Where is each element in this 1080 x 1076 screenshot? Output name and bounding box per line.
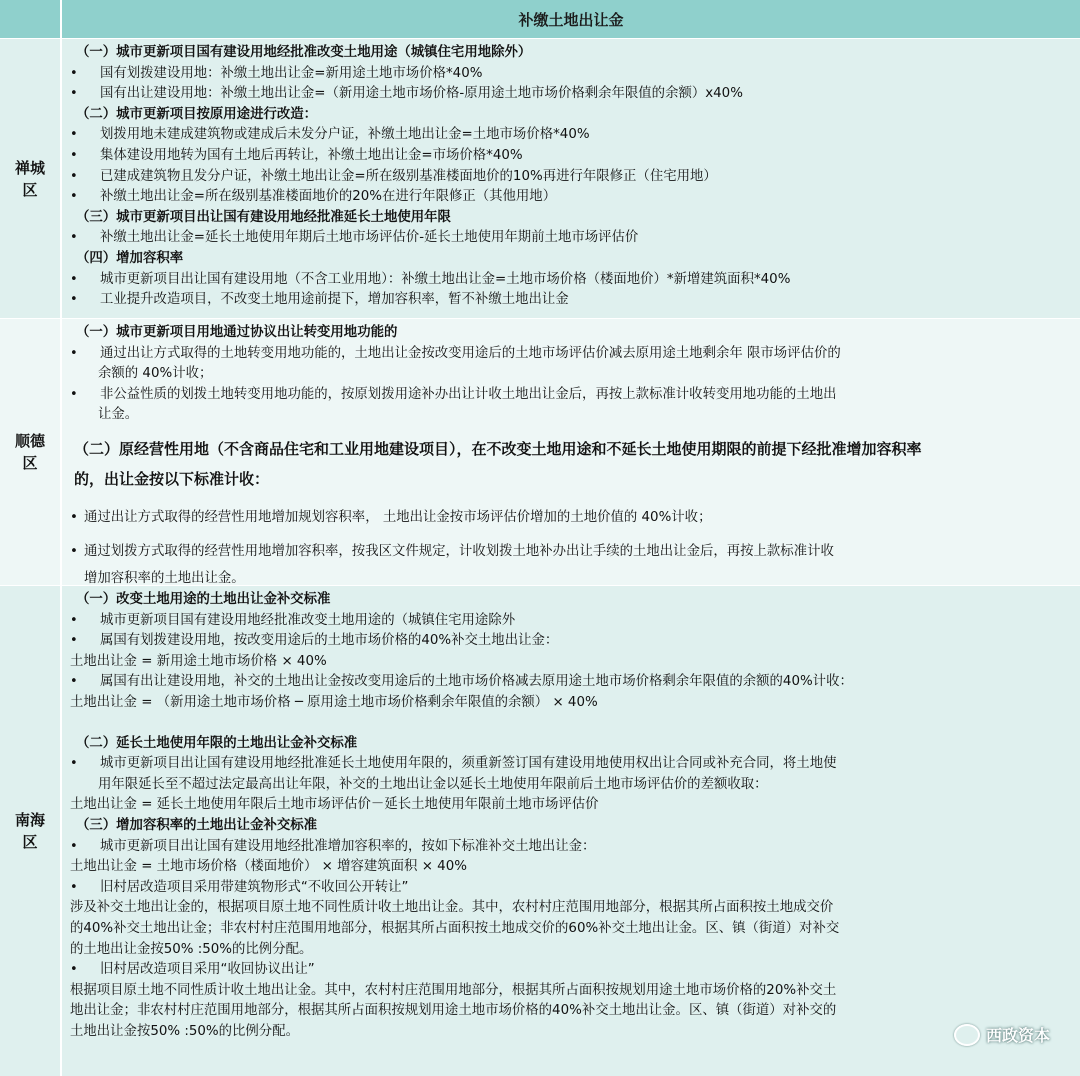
shunde-content bbox=[62, 319, 1080, 585]
bullet-item: • 工业提升改造项目，不改变土地用途前提下，增加容积率，暂不补缴土地出让金 bbox=[70, 290, 1070, 311]
watermark bbox=[954, 1023, 1050, 1046]
bullet-item: • 划拨用地未建成建筑物或建成后未发分户证，补缴土地出让金=土地市场价格*40% bbox=[70, 125, 1070, 146]
section-heading: （二）原经营性用地（不含商品住宅和工业用地建设项目），在不改变土地用途和不延长土地使用期限的前提下经批准增加容积率 bbox=[74, 439, 922, 458]
region-label-chancheng bbox=[0, 39, 62, 318]
bullet-item: • 城市更新项目出让国有建设用地经批准延长土地使用年限的，须重新签订国有建设用地使用权出让合同或补充合同，将土地使 bbox=[70, 754, 1070, 775]
bullet-continuation: 余额的 40%计收； bbox=[98, 366, 213, 382]
bullet-item: • 补缴土地出让金=延长土地使用年期后土地市场评估价-延长土地使用年期前土地市场评估价 bbox=[70, 228, 1070, 249]
formula-line: 土地出让金 = （新用途土地市场价格 ─ 原用途土地市场价格剩余年限值的余额） × 40% bbox=[70, 694, 598, 710]
formula-line: 的土地出让金按50% :50%的比例分配。 bbox=[70, 941, 313, 957]
bullet-item: • 集体建设用地转为国有土地后再转让，补缴土地出让金=市场价格*40% bbox=[70, 146, 1070, 167]
nanhai-content bbox=[62, 586, 1080, 1076]
bullet-item: • 非公益性质的划拨土地转变用地功能的，按原划拨用途补办出让计收土地出让金后，再按上款标准计收转变用地功能的土地出 bbox=[70, 385, 1070, 406]
formula-line: 土地出让金按50% :50%的比例分配。 bbox=[70, 1023, 299, 1039]
formula-line: 土地出让金 = 新用途土地市场价格 × 40% bbox=[70, 653, 327, 669]
formula-line: 地出让金；非农村村庄范围用地部分，根据其所占面积按规划用途土地市场价格的40%补交土地出让金。区、镇（街道）对补交的 bbox=[70, 1003, 837, 1019]
bullet-item: • 国有出让建设用地：补缴土地出让金=（新用途土地市场价格-原用途土地市场价格剩余年限值的余额）x40% bbox=[70, 84, 1070, 105]
formula-line: 的40%补交土地出让金；非农村村庄范围用地部分，根据其所占面积按土地成交价的60%补交土地出让金。区、镇（街道）对补交 bbox=[70, 920, 840, 936]
section-heading: （四）增加容积率 bbox=[76, 250, 184, 266]
bullet-item: • 通过划拨方式取得的经营性用地增加容积率，按我区文件规定，计收划拨土地补办出让手续的土地出让金后，再按上款标准计收 bbox=[70, 538, 1070, 566]
region-label-shunde bbox=[0, 319, 62, 585]
bullet-item: • 通过出让方式取得的经营性用地增加规划容积率， 土地出让金按市场评估价增加的土地价值的 40%计收； bbox=[70, 504, 1070, 532]
bullet-item: • 城市更新项目国有建设用地经批准改变土地用途的（城镇住宅用途除外 bbox=[70, 611, 1070, 632]
region-label-nanhai bbox=[0, 586, 62, 1076]
section-heading: （二）城市更新项目按原用途进行改造： bbox=[76, 106, 318, 122]
section-heading: （三）增加容积率的土地出让金补交标准 bbox=[76, 817, 318, 833]
section-heading: （一）城市更新项目国有建设用地经批准改变土地用途（城镇住宅用地除外） bbox=[76, 45, 532, 60]
nanhai-label-text: 南海 区 bbox=[14, 811, 45, 851]
bullet-item: • 已建成建筑物且发分户证，补缴土地出让金=所在级别基准楼面地价的10%再进行年限修正（住宅用地） bbox=[70, 167, 1070, 188]
row-chancheng bbox=[0, 39, 1080, 318]
bullet-item: • 旧村居改造项目采用“收回协议出让” bbox=[70, 960, 1070, 981]
wechat-icon bbox=[954, 1024, 980, 1046]
chancheng-label-text: 禅城 区 bbox=[14, 158, 45, 199]
formula-line: 土地出让金 = 延长土地使用年限后土地市场评估价－延长土地使用年限前土地市场评估价 bbox=[70, 797, 599, 813]
shunde-label-text: 顺德 区 bbox=[14, 432, 45, 472]
row-shunde bbox=[0, 319, 1080, 585]
formula-line: 土地出让金 = 土地市场价格（楼面地价） × 增容建筑面积 × 40% bbox=[70, 859, 467, 875]
section-heading: （一）城市更新项目用地通过协议出让转变用地功能的 bbox=[76, 325, 398, 340]
header-corner-cell bbox=[0, 0, 62, 38]
formula-line: 涉及补交土地出让金的，根据项目原土地不同性质计收土地出让金。其中，农村村庄范围用地部分，根据其所占面积按土地成交价 bbox=[70, 900, 834, 916]
table-title: 补缴土地出让金 bbox=[62, 0, 1080, 38]
formula-line: 根据项目原土地不同性质计收土地出让金。其中，农村村庄范围用地部分，根据其所占面积按规划用途土地市场价格的20%补交土 bbox=[70, 982, 837, 998]
spacer bbox=[70, 714, 1070, 734]
bullet-item: • 城市更新项目出让国有建设用地经批准增加容积率的，按如下标准补交土地出让金： bbox=[70, 837, 1070, 858]
bullet-item: • 旧村居改造项目采用带建筑物形式“不收回公开转让” bbox=[70, 878, 1070, 899]
section-heading: （一）改变土地用途的土地出让金补交标准 bbox=[76, 592, 331, 607]
watermark-text: 西政资本 bbox=[985, 1026, 1050, 1045]
bullet-item: • 属国有划拨建设用地，按改变用途后的土地市场价格的40%补交土地出让金： bbox=[70, 631, 1070, 652]
bullet-item: • 补缴土地出让金=所在级别基准楼面地价的20%在进行年限修正（其他用地） bbox=[70, 187, 1070, 208]
bullet-item: • 属国有出让建设用地，补交的土地出让金按改变用途后的土地市场价格减去原用途土地市场价格剩余年限值的余额的40%计收： bbox=[70, 672, 1070, 693]
section-heading: 的，出让金按以下标准计收： bbox=[74, 469, 270, 488]
section-heading: （三）城市更新项目出让国有建设用地经批准延长土地使用年限 bbox=[76, 209, 451, 225]
row-nanhai bbox=[0, 586, 1080, 1076]
bullet-continuation: 让金。 bbox=[98, 407, 139, 423]
bullet-item: • 国有划拨建设用地：补缴土地出让金=新用途土地市场价格*40% bbox=[70, 64, 1070, 85]
bullet-continuation: 用年限延长至不超过法定最高出让年限，补交的土地出让金以延长土地使用年限前后土地市场评估价的差额收取： bbox=[98, 776, 768, 792]
chancheng-content bbox=[62, 39, 1080, 318]
bullet-item: • 通过出让方式取得的土地转变用地功能的，土地出让金按改变用途后的土地市场评估价减去原用途土地剩余年 限市场评估价的 bbox=[70, 344, 1070, 365]
bullet-continuation: 增加容积率的土地出让金。 bbox=[84, 570, 245, 586]
section-heading: （二）延长土地使用年限的土地出让金补交标准 bbox=[76, 735, 358, 751]
bullet-item: • 城市更新项目出让国有建设用地（不含工业用地）：补缴土地出让金=土地市场价格（楼面地价）*新增建筑面积*40% bbox=[70, 270, 1070, 291]
table-header bbox=[0, 0, 1080, 38]
